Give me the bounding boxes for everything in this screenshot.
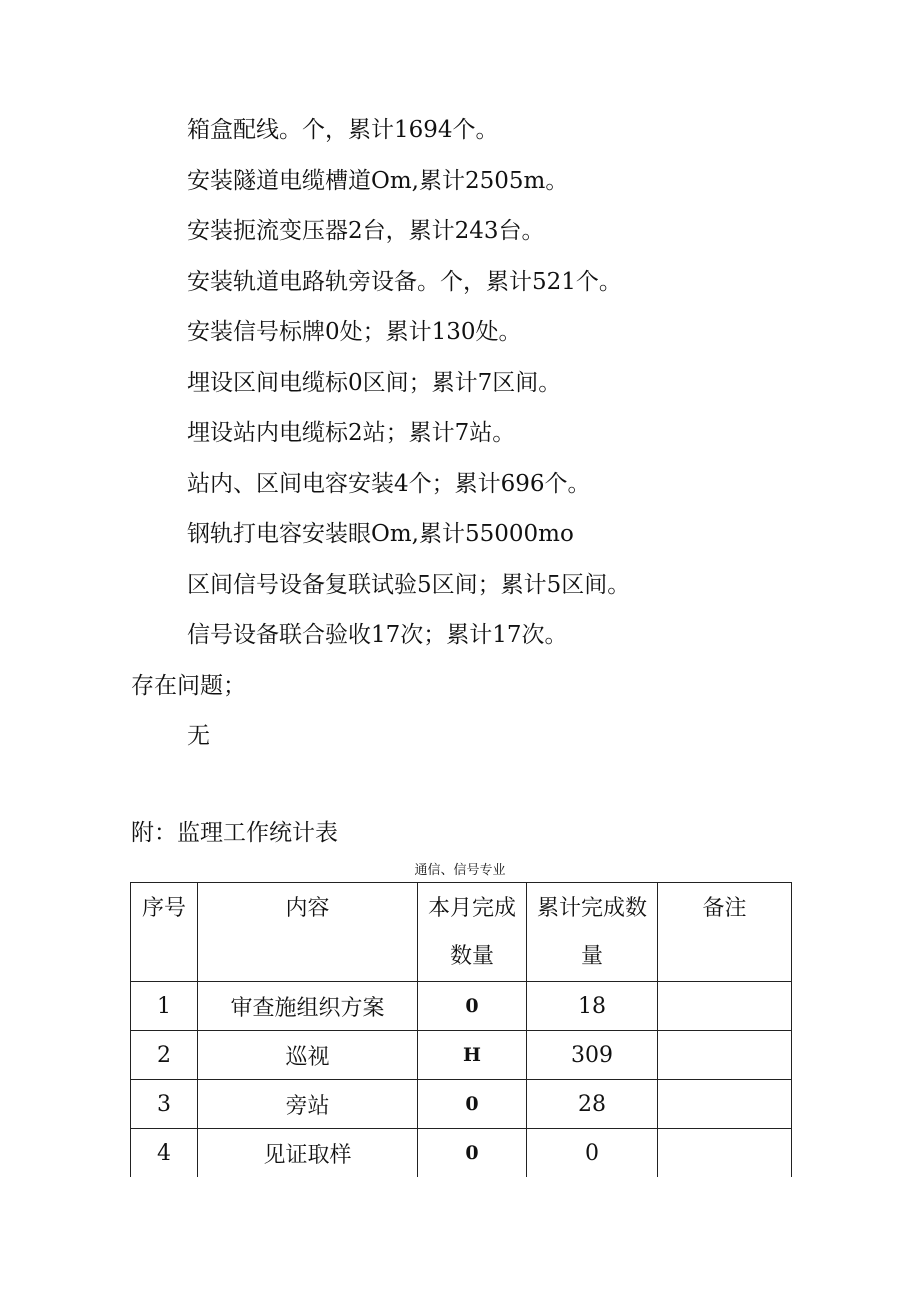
cell-month: 0 (418, 1129, 527, 1178)
cell-content: 见证取样 (198, 1129, 418, 1178)
header-month-line1: 本月完成 (427, 896, 516, 921)
body-line: 埋设站内电缆标2站；累计7站。 (187, 420, 516, 446)
header-total-line1: 累计完成数 (536, 896, 647, 921)
cell-content: 审查施组织方案 (198, 982, 418, 1031)
cell-no: 4 (131, 1129, 198, 1178)
header-remark: 备注 (658, 883, 792, 982)
cell-remark (658, 1129, 792, 1178)
cell-total: 18 (527, 982, 658, 1031)
body-line: 箱盒配线。个，累计1694个。 (187, 117, 499, 143)
cell-remark (658, 1080, 792, 1129)
cell-no: 1 (131, 982, 198, 1031)
issues-heading: 存在问题； (131, 673, 246, 699)
header-total-line2: 量 (580, 944, 603, 969)
cell-no: 3 (131, 1080, 198, 1129)
cell-total: 28 (527, 1080, 658, 1129)
cell-content: 旁站 (198, 1080, 418, 1129)
appendix-title: 附：监理工作统计表 (131, 820, 338, 846)
body-line: 安装扼流变压器2台，累计243台。 (187, 218, 545, 244)
cell-remark (658, 1031, 792, 1080)
cell-month: 0 (418, 982, 527, 1031)
table-row (131, 1031, 792, 1080)
issues-text: 无 (187, 723, 210, 749)
cell-remark (658, 982, 792, 1031)
cell-total: 0 (527, 1129, 658, 1178)
table-row (131, 982, 792, 1031)
cell-month: 0 (418, 1080, 527, 1129)
header-month-line2: 数量 (449, 944, 494, 969)
body-line: 安装隧道电缆槽道Om,累计2505m。 (187, 168, 569, 194)
cell-month: H (418, 1031, 527, 1080)
body-line: 钢轨打电容安装眼Om,累计55000mo (187, 521, 574, 547)
table-row (131, 1080, 792, 1129)
table-header-row (131, 883, 792, 982)
body-line: 埋设区间电缆标0区间；累计7区间。 (187, 370, 562, 396)
header-content: 内容 (198, 883, 418, 982)
body-line: 区间信号设备复联试验5区间；累计5区间。 (187, 572, 631, 598)
body-line: 信号设备联合验收17次；累计17次。 (187, 622, 568, 648)
cell-no: 2 (131, 1031, 198, 1080)
body-line: 安装轨道电路轨旁设备。个，累计521个。 (187, 269, 622, 295)
header-month (418, 883, 527, 982)
header-no: 序号 (131, 883, 198, 982)
cell-total: 309 (527, 1031, 658, 1080)
body-line: 安装信号标牌0处；累计130处。 (187, 319, 522, 345)
cell-content: 巡视 (198, 1031, 418, 1080)
statistics-table (130, 882, 792, 1177)
table-row (131, 1129, 792, 1178)
table-caption: 通信、信号专业 (414, 863, 506, 878)
body-line: 站内、区间电容安装4个；累计696个。 (187, 471, 591, 497)
header-total (527, 883, 658, 982)
